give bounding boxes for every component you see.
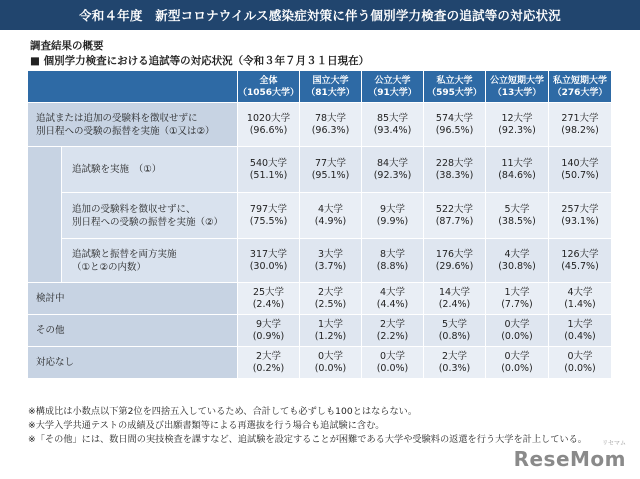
results-table [27,70,612,379]
data-cell: 11大学 (84.6%) [486,147,549,193]
section-heading: 調査結果の概要 [30,40,104,52]
resemom-logo: ReseMom [513,447,626,471]
row-indent [28,147,62,283]
footnote: ※構成比は小数点以下第2位を四捨五入しているため、合計しても必ずしも100とはならない。 [28,406,418,417]
table-caption: ■ 個別学力検査における追試等の対応状況（令和３年７月３１日現在） [30,55,370,67]
data-cell: 78大学 (96.3%) [300,103,362,147]
data-cell: 2大学 (0.3%) [424,347,486,379]
data-cell: 176大学 (29.6%) [424,239,486,283]
data-cell: 1020大学 (96.6%) [238,103,300,147]
row-label: 検討中 [28,283,238,315]
row-label: その他 [28,315,238,347]
row-label: 対応なし [28,347,238,379]
data-cell: 85大学 (93.4%) [362,103,424,147]
table-row [28,283,612,315]
data-cell: 797大学 (75.5%) [238,193,300,239]
data-cell: 4大学 (1.4%) [549,283,612,315]
data-cell: 9大学 (0.9%) [238,315,300,347]
header-cell: 公立大学 （91大学） [362,71,424,103]
data-cell: 0大学 (0.0%) [486,315,549,347]
data-cell: 2大学 (2.5%) [300,283,362,315]
data-cell: 271大学 (98.2%) [549,103,612,147]
data-cell: 3大学 (3.7%) [300,239,362,283]
data-cell: 126大学 (45.7%) [549,239,612,283]
row-label: 追試験を実施 （①） [62,147,238,193]
data-cell: 2大学 (2.2%) [362,315,424,347]
data-cell: 4大学 (30.8%) [486,239,549,283]
data-cell: 12大学 (92.3%) [486,103,549,147]
data-cell: 1大学 (1.2%) [300,315,362,347]
table-row [28,103,612,147]
data-cell: 140大学 (50.7%) [549,147,612,193]
data-cell: 14大学 (2.4%) [424,283,486,315]
data-cell: 0大学 (0.0%) [362,347,424,379]
data-cell: 77大学 (95.1%) [300,147,362,193]
table-row [28,239,612,283]
page-title: 令和４年度 新型コロナウイルス感染症対策に伴う個別学力検査の追試等の対応状況 [0,0,640,30]
footnote: ※大学入学共通テストの成績及び出願書類等による再選抜を行う場合も追試験に含む。 [28,420,385,431]
data-cell: 5大学 (38.5%) [486,193,549,239]
table-row [28,347,612,379]
table-row [28,147,612,193]
footnotes [28,405,587,447]
header-row [28,71,612,103]
header-cell: 全体 （1056大学） [238,71,300,103]
data-cell: 8大学 (8.8%) [362,239,424,283]
row-label: 追試または追加の受験料を徴収せずに 別日程への受験の振替を実施（①又は②） [28,103,238,147]
header-cell: 私立大学 （595大学） [424,71,486,103]
data-cell: 84大学 (92.3%) [362,147,424,193]
header-cell: 私立短期大学 （276大学） [549,71,612,103]
data-cell: 4大学 (4.4%) [362,283,424,315]
footnote: ※「その他」には、数日間の実技検査を課すなど、追試験を設定することが困難である大学や受験料の返還を行う大学を計上している。 [28,434,587,445]
logo-kana: リセマム [602,440,626,447]
data-cell: 0大学 (0.0%) [300,347,362,379]
data-cell: 0大学 (0.0%) [486,347,549,379]
data-cell: 574大学 (96.5%) [424,103,486,147]
data-cell: 522大学 (87.7%) [424,193,486,239]
header-cell: 国立大学 （81大学） [300,71,362,103]
table-row [28,193,612,239]
header-cell: 公立短期大学 （13大学） [486,71,549,103]
data-cell: 5大学 (0.8%) [424,315,486,347]
data-cell: 2大学 (0.2%) [238,347,300,379]
data-cell: 1大学 (7.7%) [486,283,549,315]
row-label: 追試験と振替を両方実施 （①と②の内数） [62,239,238,283]
header-blank [28,71,238,103]
data-cell: 317大学 (30.0%) [238,239,300,283]
row-label: 追加の受験料を徴収せずに、 別日程への受験の振替を実施（②） [62,193,238,239]
data-cell: 0大学 (0.0%) [549,347,612,379]
data-cell: 228大学 (38.3%) [424,147,486,193]
data-cell: 4大学 (4.9%) [300,193,362,239]
data-cell: 257大学 (93.1%) [549,193,612,239]
table-row [28,315,612,347]
data-cell: 1大学 (0.4%) [549,315,612,347]
data-cell: 9大学 (9.9%) [362,193,424,239]
data-cell: 25大学 (2.4%) [238,283,300,315]
data-cell: 540大学 (51.1%) [238,147,300,193]
